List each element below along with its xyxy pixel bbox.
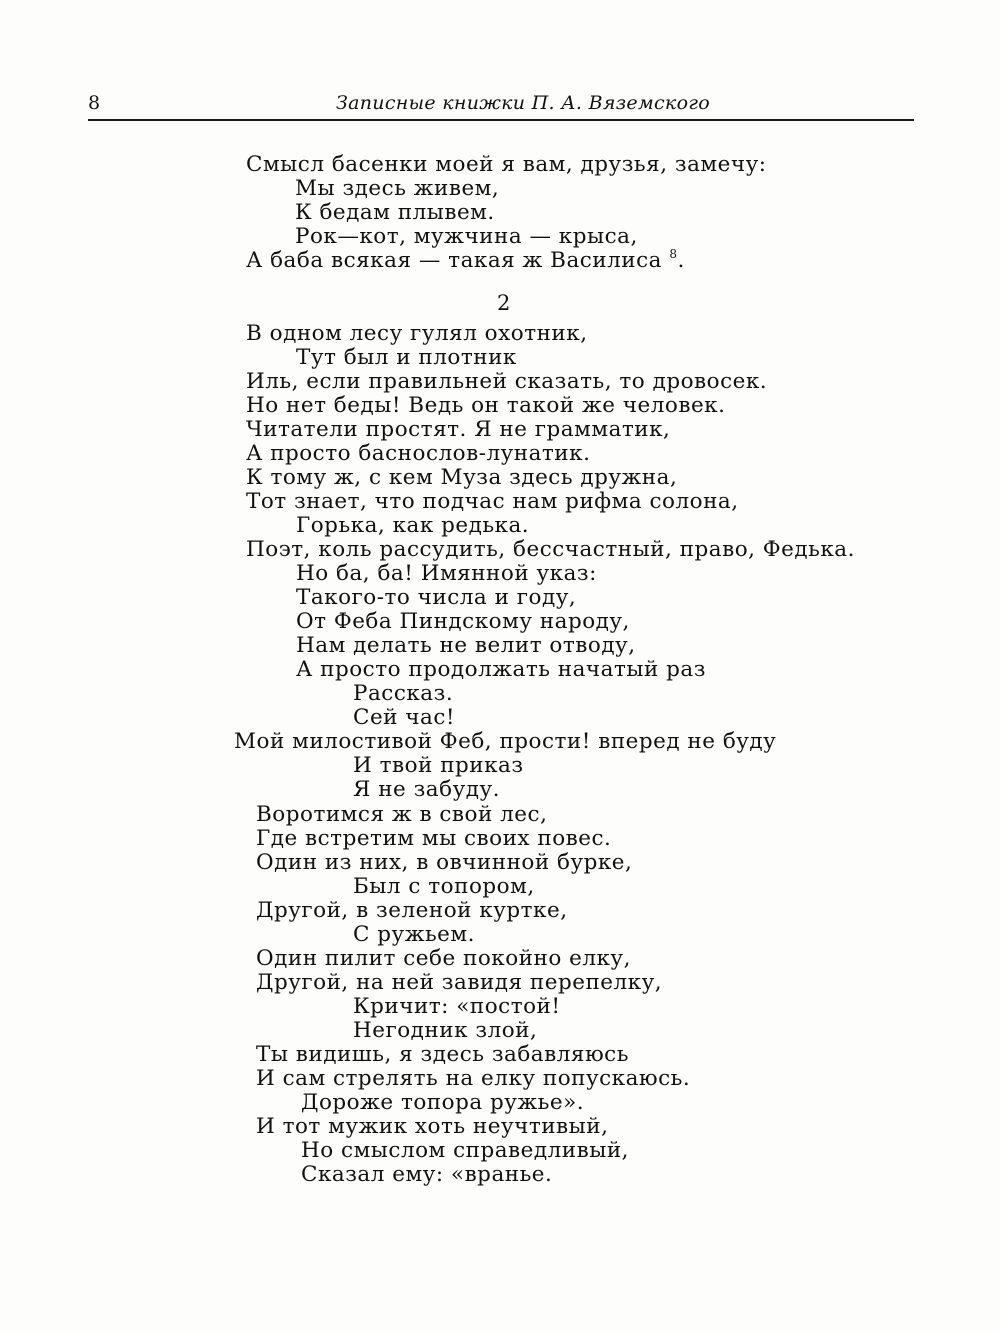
verse-line: И тот мужик хоть неучтивый, — [256, 1114, 609, 1139]
verse-line: Сей час! — [353, 705, 456, 730]
verse-line: Мы здесь живем, — [295, 176, 500, 201]
verse-line: Но смыслом справедливый, — [301, 1138, 629, 1163]
verse-line: Воротимся ж в свой лес, — [256, 802, 548, 827]
verse-line: Тут был и плотник — [296, 345, 517, 370]
verse-line: А просто баснослов-лунатик. — [246, 441, 591, 466]
verse-line: Был с топором, — [353, 874, 535, 899]
verse-line: Дороже топора ружье». — [301, 1090, 585, 1115]
verse-line: К бедам плывем. — [295, 200, 495, 225]
verse-line: Рассказ. — [353, 681, 454, 706]
verse-line: Кричит: «постой! — [353, 994, 561, 1019]
punctuation: . — [677, 248, 685, 273]
verse-line: Нам делать не велит отводу, — [296, 633, 636, 658]
verse-line: А просто продолжать начатый раз — [296, 657, 706, 682]
verse-line: И сам стрелять на елку попускаюсь. — [256, 1066, 691, 1091]
verse-line: От Феба Пиндскому народу, — [296, 609, 630, 634]
verse-line: Где встретим мы своих повес. — [256, 826, 612, 851]
verse-line: Горька, как редька. — [296, 513, 530, 538]
verse-line: И твой приказ — [353, 753, 524, 778]
verse-line: Рок—кот, мужчина — крыса, — [295, 224, 638, 249]
verse-line: В одном лесу гулял охотник, — [246, 321, 588, 346]
section-number: 2 — [497, 291, 511, 315]
verse-line: Смысл басенки моей я вам, друзья, замечу: — [246, 152, 767, 177]
verse-line: Я не забуду. — [353, 777, 500, 802]
verse-line: К тому ж, с кем Муза здесь дружна, — [246, 465, 678, 490]
verse-line: Негодник злой, — [353, 1018, 538, 1043]
verse-line — [246, 248, 685, 274]
verse-line: Читатели простят. Я не грамматик, — [246, 417, 671, 442]
verse-line: Тот знает, что подчас нам рифма солона, — [246, 489, 739, 514]
verse-line: Такого-то числа и году, — [296, 585, 577, 610]
verse-line: Другой, в зеленой куртке, — [256, 898, 568, 923]
verse-line: Поэт, коль рассудить, бессчастный, право, Федька. — [246, 537, 855, 562]
page-number: 8 — [88, 92, 101, 114]
running-title: Записные книжки П. А. Вяземского — [336, 92, 710, 114]
verse-line: Мой милостивой Феб, прости! вперед не буду — [234, 729, 777, 754]
verse-line: Сказал ему: «вранье. — [301, 1162, 553, 1187]
verse-line: С ружьем. — [353, 922, 475, 947]
verse-line: Другой, на ней завидя перепелку, — [256, 970, 663, 995]
footnote-marker: 8 — [669, 247, 678, 261]
verse-line: Ты видишь, я здесь забавляюсь — [256, 1042, 629, 1067]
verse-line-text: А баба всякая — такая ж Василиса — [246, 248, 662, 273]
verse-line: Один из них, в овчинной бурке, — [256, 850, 633, 875]
verse-line: Но ба, ба! Имянной указ: — [296, 561, 597, 586]
verse-line: Но нет беды! Ведь он такой же человек. — [246, 393, 726, 418]
verse-line: Иль, если правильней сказать, то дровосек. — [246, 369, 768, 394]
verse-line: Один пилит себе покойно елку, — [256, 946, 631, 971]
